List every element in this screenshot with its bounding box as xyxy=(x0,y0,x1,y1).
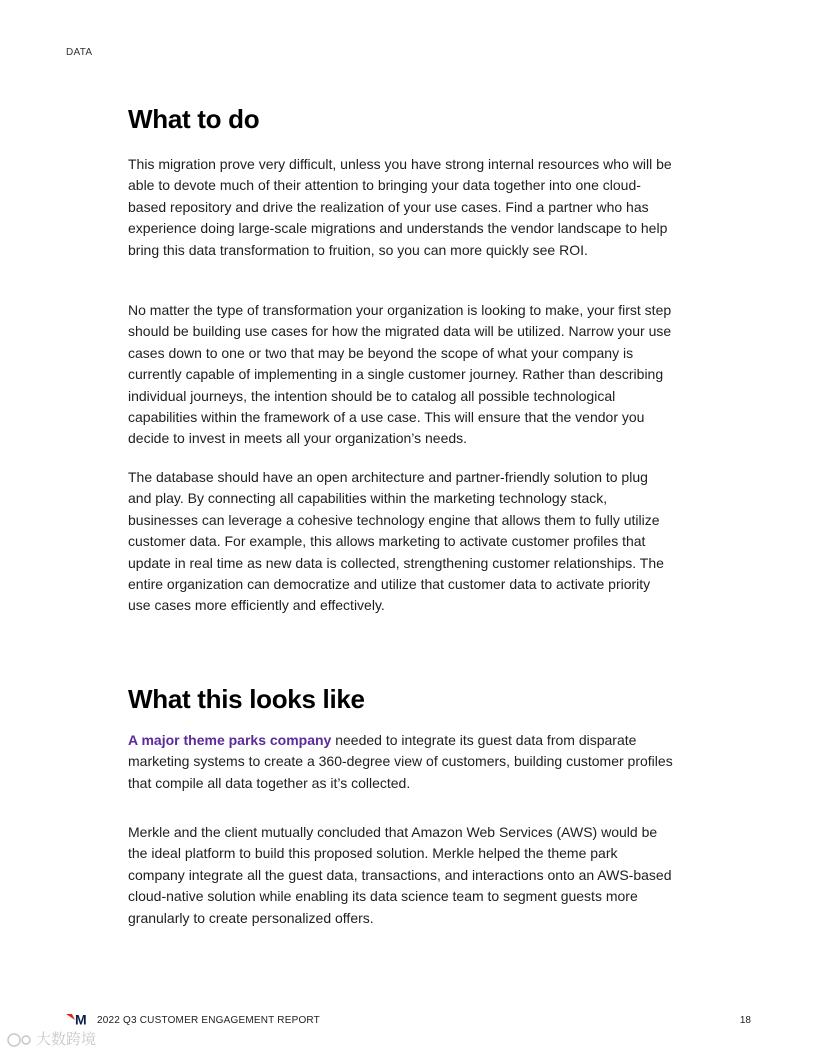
watermark-icon xyxy=(6,1032,36,1048)
intro-rest-text: needed to integrate its guest data from disparate marketing systems to create a 360-degree view of customers, building customer profiles that compile all data together as it’s collected. xyxy=(128,732,673,791)
section-label: DATA xyxy=(66,47,93,58)
watermark xyxy=(6,1028,96,1049)
heading-what-this-looks-like: What this looks like xyxy=(128,684,365,714)
paragraph-theme-park-intro xyxy=(128,730,673,794)
merkle-logo-icon xyxy=(66,1012,90,1026)
footer-report-title: 2022 Q3 CUSTOMER ENGAGEMENT REPORT xyxy=(97,1015,320,1026)
watermark-text: 大数跨境 xyxy=(36,1030,97,1048)
paragraph-use-cases: No matter the type of transformation your organization is looking to make, your first step should be building use cases for how the migrated data will be utilized. Narrow your use cases down to one or two that may be beyond the scope of what your company is currently capable of implementing in a single customer journey. Rather than describing individual journeys, the intention should be to catalog all possible technological capabilities within the framework of a use case. This will ensure that the vendor you decide to invest in meets all your organization’s needs. xyxy=(128,302,672,447)
heading-what-to-do: What to do xyxy=(128,104,260,134)
paragraph-database: The database should have an open architecture and partner-friendly solution to plug and play. By connecting all capabilities within the marketing technology stack, businesses can leverage a cohesive technology engine that allows them to fully utilize customer data. For example, this allows marketing to activate customer profiles that update in real time as new data is collected, strengthening customer relationships. The entire organization can democratize and utilize that customer data to activate priority use cases more efficiently and effectively. xyxy=(128,469,664,614)
paragraph-migration: This migration prove very difficult, unless you have strong internal resources who will be able to devote much of their attention to bringing your data together into one cloud-based repository and drive the realization of your use cases. Find a partner who has experience doing large-scale migrations and understands the vendor landscape to help bring this data transformation to fruition, so you can more quickly see ROI. xyxy=(128,156,672,258)
page-number: 18 xyxy=(739,1015,751,1026)
page-footer xyxy=(66,1013,751,1029)
logo-letter: M xyxy=(75,1012,87,1026)
company-highlight: A major theme parks company xyxy=(128,732,332,748)
paragraph-aws-solution: Merkle and the client mutually concluded that Amazon Web Services (AWS) would be the ideal platform to build this proposed solution. Merkle helped the theme park company integrate all the guest data, transactions, and interactions onto an AWS-based cloud-native solution while enabling its data science team to segment guests more granularly to create personalized offers. xyxy=(128,824,672,926)
